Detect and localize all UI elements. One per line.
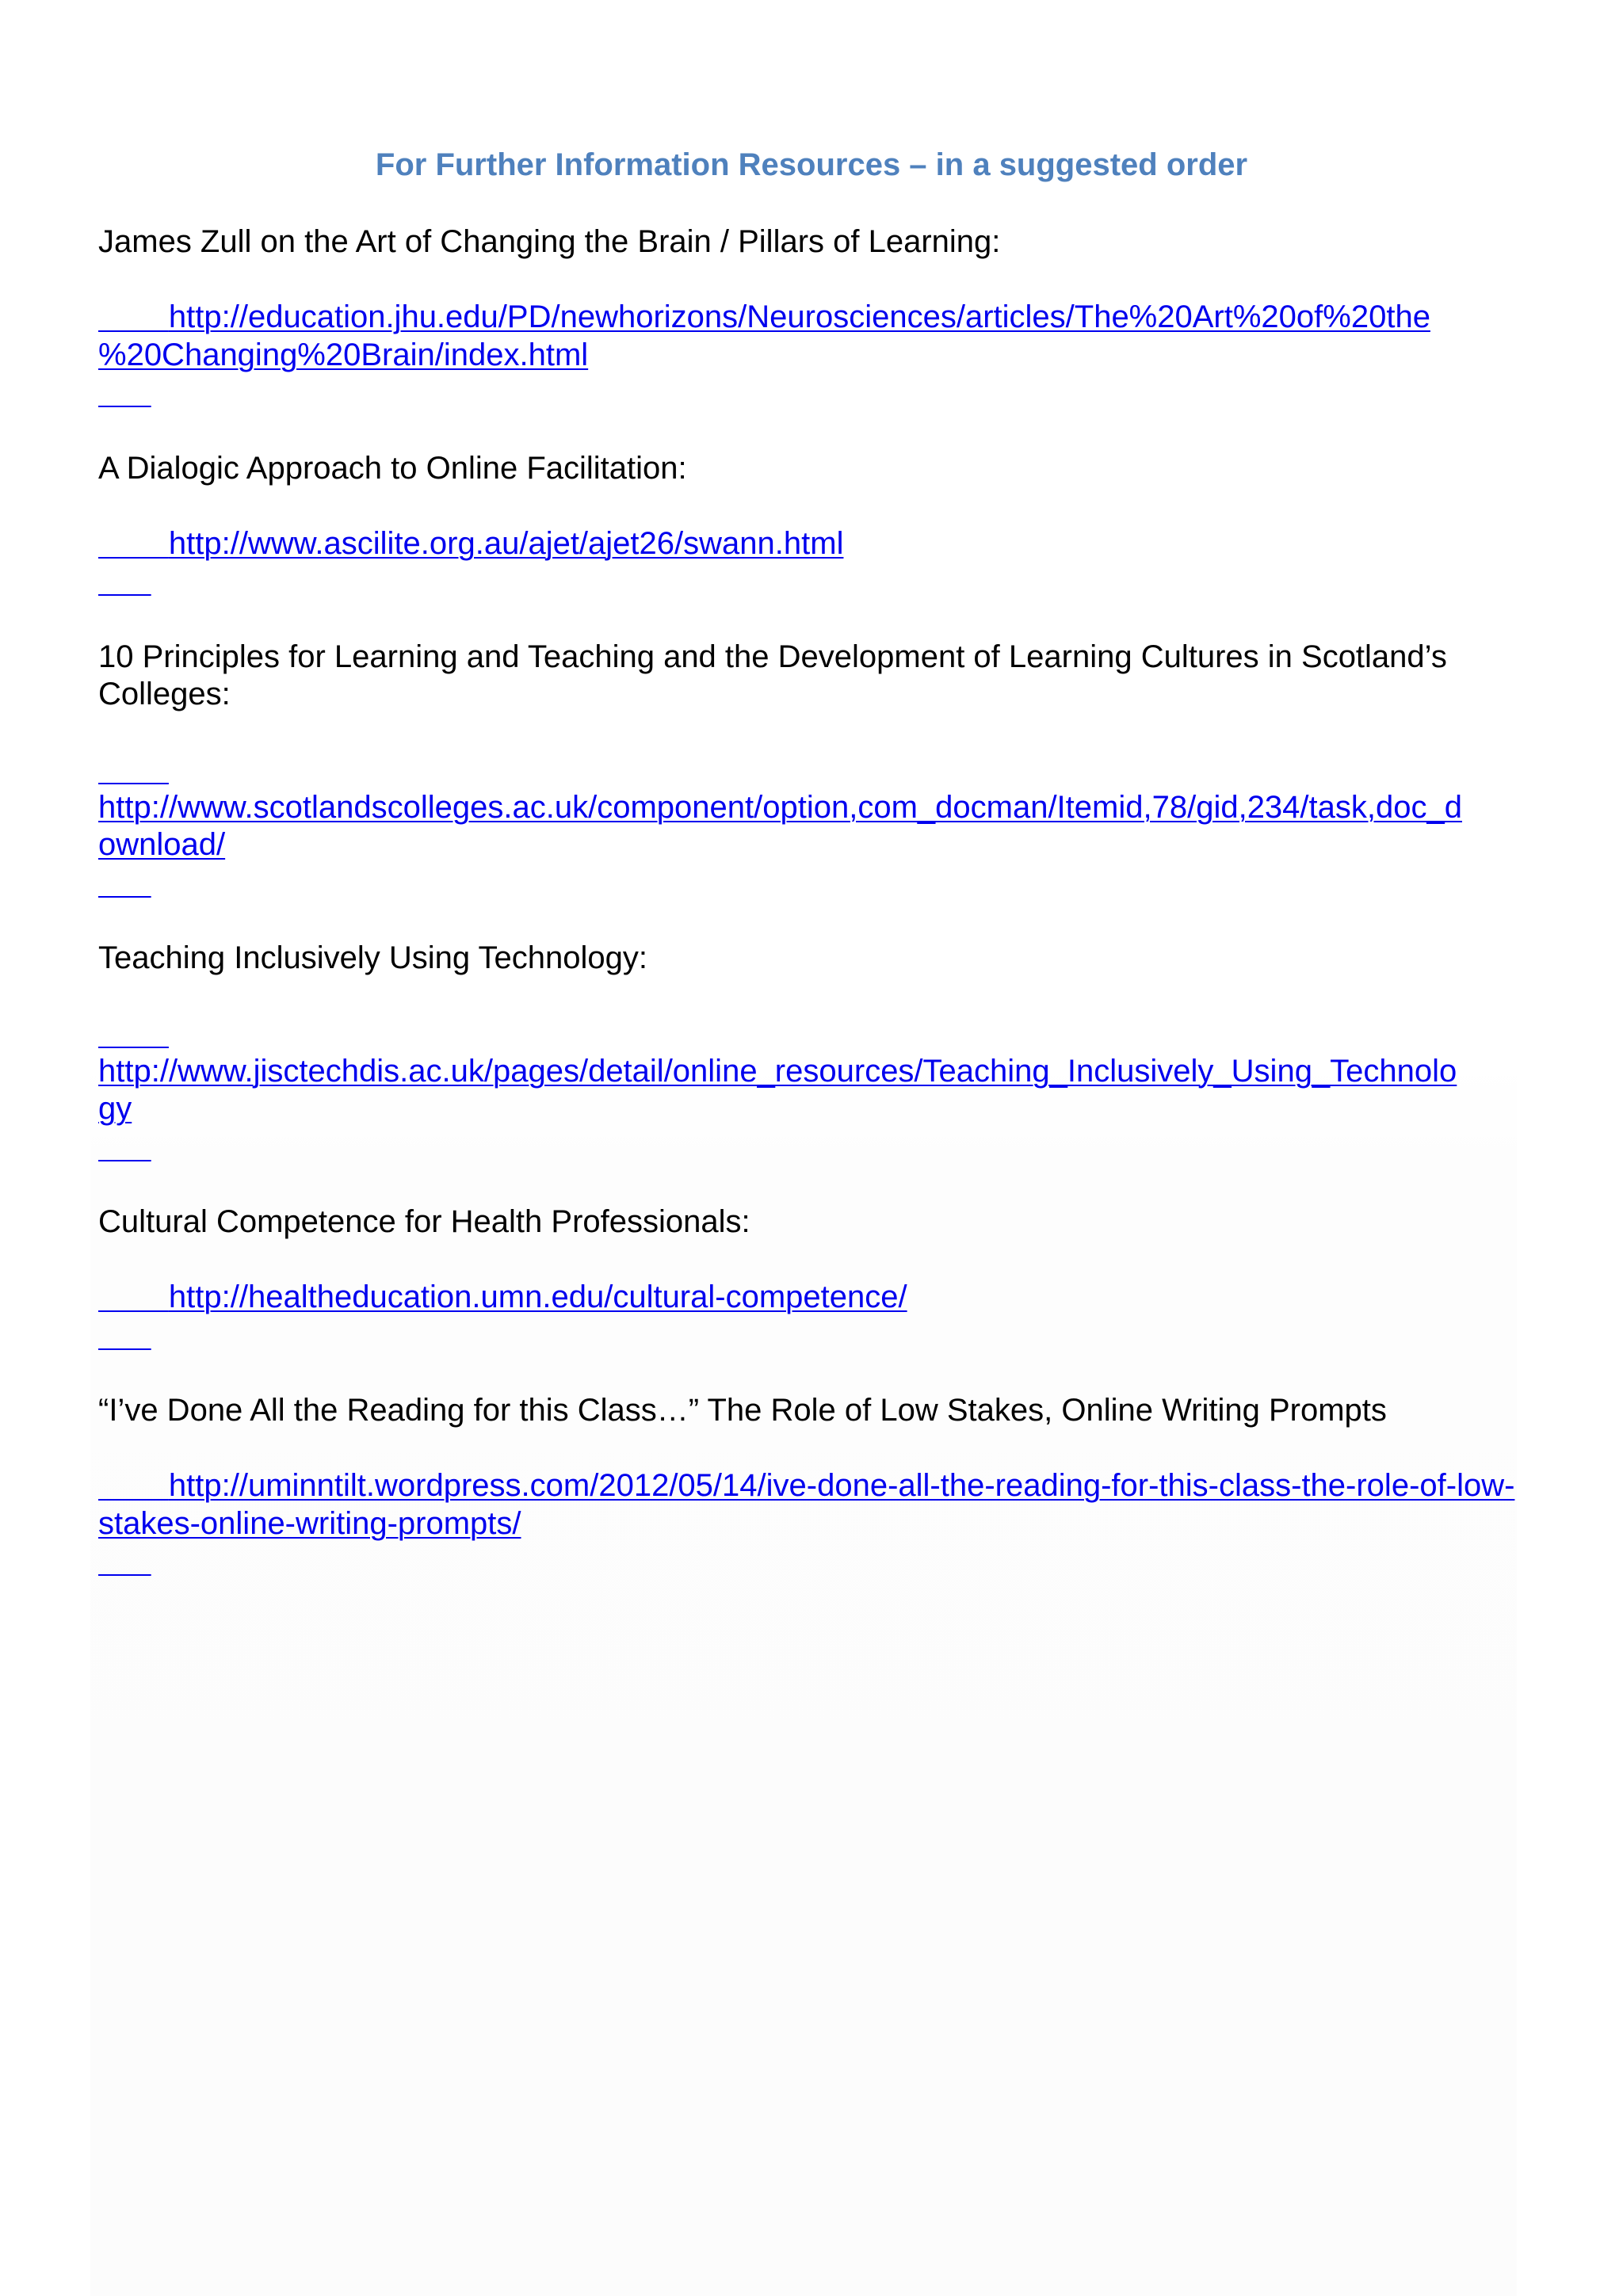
resource-link-line: http://www.ascilite.org.au/ajet/ajet26/swann.html [168, 525, 844, 561]
resource-link-line: http://www.scotlandscolleges.ac.uk/component/option,com_docman/Itemid,78/gid,234/task,doc_d [98, 789, 1462, 825]
resource-link[interactable] [98, 978, 1525, 1166]
resource-link-line: gy [98, 1091, 132, 1126]
resource-title-line: 10 Principles for Learning and Teaching and the Development of Learning Cultures in Scotland’s [98, 639, 1447, 674]
resource-item-dialogic [98, 450, 1525, 601]
document-title: For Further Information Resources – in a suggested order [375, 147, 1248, 182]
resource-title: “I’ve Done All the Reading for this Class…” The Role of Low Stakes, Online Writing Prompts [98, 1393, 1387, 1428]
resource-link-line: http://www.jisctechdis.ac.uk/pages/detail/online_resources/Teaching_Inclusively_Using_Technolo [98, 1053, 1457, 1089]
resource-title: James Zull on the Art of Changing the Brain / Pillars of Learning: [98, 224, 1001, 259]
resource-item-cultural-competence [98, 1203, 1525, 1354]
resource-title-line: Colleges: [98, 677, 231, 711]
resource-item-low-stakes-writing [98, 1392, 1525, 1581]
resource-link-line: http://education.jhu.edu/PD/newhorizons/Neurosciences/articles/The%20Art%20of%20the [168, 299, 1430, 334]
resource-item-teaching-inclusively [98, 940, 1525, 1165]
resource-link-line: stakes-online-writing-prompts/ [98, 1505, 521, 1541]
resource-title: Teaching Inclusively Using Technology: [98, 940, 647, 975]
resource-link[interactable] [98, 1241, 1525, 1355]
resource-link[interactable] [98, 1430, 1525, 1581]
resource-link-line: ownload/ [98, 827, 226, 862]
resource-title: Cultural Competence for Health Professionals: [98, 1204, 750, 1239]
resource-item-scotland-principles [98, 639, 1525, 902]
resource-link[interactable] [98, 714, 1525, 902]
resource-list [98, 223, 1525, 1619]
resource-link[interactable] [98, 261, 1525, 412]
resource-title: A Dialogic Approach to Online Facilitation: [98, 450, 687, 486]
resource-title [98, 639, 1525, 714]
resource-link-line: http://healtheducation.umn.edu/cultural-competence/ [168, 1280, 907, 1314]
resource-item-zull [98, 223, 1525, 412]
resource-link-line: %20Changing%20Brain/index.html [98, 337, 589, 372]
resource-link-line: http://uminntilt.wordpress.com/2012/05/14/ive-done-all-the-reading-for-this-class-the-role-of-low- [168, 1468, 1515, 1503]
resource-link[interactable] [98, 487, 1525, 601]
